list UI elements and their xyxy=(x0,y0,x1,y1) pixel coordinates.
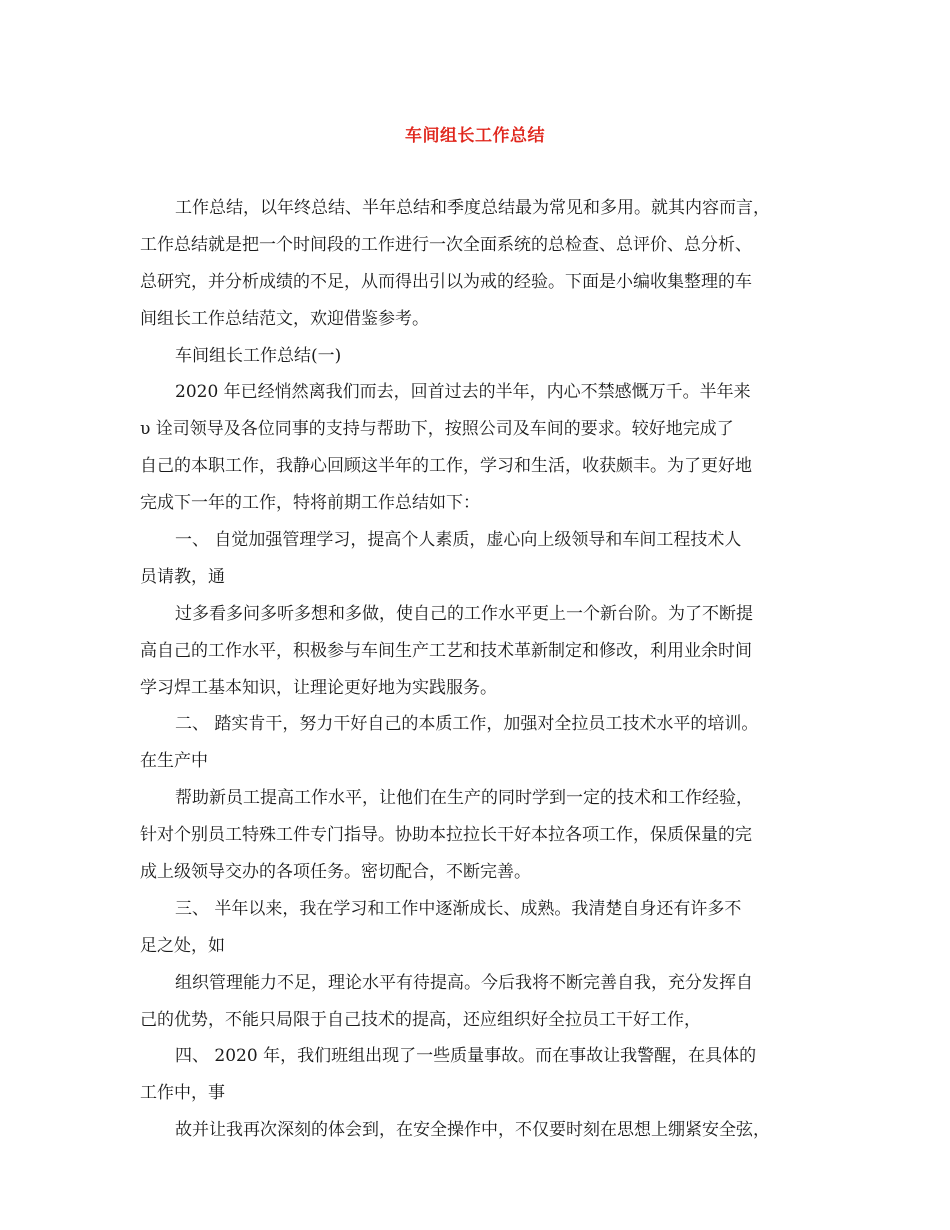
text-line: 工作总结，以年终总结、半年总结和季度总结最为常见和多用。就其内容而言， xyxy=(175,198,770,218)
text-line: 完成下一年的工作，特将前期工作总结如下： xyxy=(140,493,480,514)
text-line: 四、 2020 年，我们班组出现了一些质量事故。而在事故让我警醒，在具体的 xyxy=(175,1046,757,1067)
text-line: 一、 自觉加强管理学习，提高个人素质，虚心向上级领导和车间工程技术人 xyxy=(175,530,742,551)
text-line: 故并让我再次深刻的体会到，在安全操作中，不仅要时刻在思想上绷紧安全弦， xyxy=(175,1120,770,1141)
text-line: 2020 年已经悄然离我们而去，回首过去的半年，内心不禁感慨万千。半年来 xyxy=(175,382,751,403)
text-line: 高自己的工作水平，积极参与车间生产工艺和技术革新制定和修改，利用业余时间 xyxy=(140,640,752,661)
document-body xyxy=(140,190,830,1149)
text-line: 三、 半年以来，我在学习和工作中逐渐成长、成熟。我清楚自身还有许多不 xyxy=(175,898,742,919)
text-line: 己的优势，不能只局限于自己技术的提高，还应组织好全拉员工干好工作， xyxy=(140,1009,701,1030)
text-line: 过多看多问多听多想和多做，使自己的工作水平更上一个新台阶。为了不断提 xyxy=(175,603,753,624)
text-line: 工作总结就是把一个时间段的工作进行一次全面系统的总检查、总评价、总分析、 xyxy=(140,234,752,255)
text-line: 自己的本职工作，我静心回顾这半年的工作，学习和生活，收获颇丰。为了更好地 xyxy=(140,456,752,477)
text-line: 间组长工作总结范文，欢迎借鉴参考。 xyxy=(140,308,429,329)
text-line: 车间组长工作总结(一) xyxy=(175,345,342,366)
text-line: 足之处，如 xyxy=(140,935,225,956)
text-line: 总研究，并分析成绩的不足，从而得出引以为戒的经验。下面是小编收集整理的车 xyxy=(140,271,752,292)
text-line: 学习焊工基本知识，让理论更好地为实践服务。 xyxy=(140,677,497,698)
text-line: 成上级领导交办的各项任务。密切配合，不断完善。 xyxy=(140,862,531,883)
document-title: 车间组长工作总结 xyxy=(405,126,545,146)
text-line: 组织管理能力不足，理论水平有待提高。今后我将不断完善自我，充分发挥自 xyxy=(175,972,753,993)
text-line: 员请教，通 xyxy=(140,566,225,587)
text-line: υ 诠司领导及各位同事的支持与帮助下，按照公司及车间的要求。较好地完成了 xyxy=(140,419,734,440)
text-line: 工作中，事 xyxy=(140,1083,225,1104)
text-line: 在生产中 xyxy=(140,751,208,772)
text-line: 帮助新员工提高工作水平，让他们在生产的同时学到一定的技术和工作经验， xyxy=(175,788,753,809)
text-line: 针对个别员工特殊工件专门指导。协助本拉拉长干好本拉各项工作，保质保量的完 xyxy=(140,825,752,846)
text-line: 二、 踏实肯干，努力干好自己的本质工作，加强对全拉员工技术水平的培训。 xyxy=(175,714,759,735)
